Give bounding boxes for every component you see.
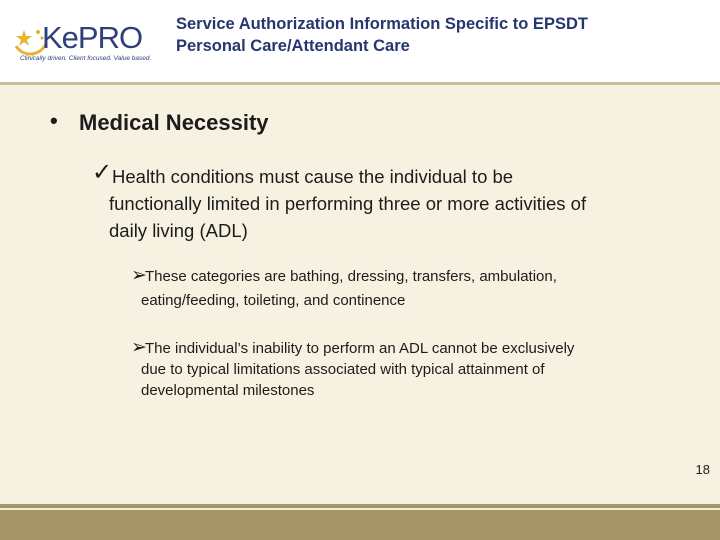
- point-line-3: daily living (ADL): [109, 220, 248, 241]
- logo-tagline: Clinically driven. Client focused. Value based.: [20, 55, 152, 62]
- sub-point-2-line-2: due to typical limitations associated with typical attainment of: [141, 361, 545, 378]
- point-line-1: Health conditions must cause the individual to be: [112, 166, 514, 187]
- footer-stripe: [0, 508, 720, 510]
- slide-title-line-2: Personal Care/Attendant Care: [176, 37, 410, 55]
- point-line-2: functionally limited in performing three or more activities of: [109, 193, 587, 214]
- page-number: 18: [695, 462, 710, 477]
- arrow-bullet-icon: ➢: [131, 265, 147, 286]
- header-divider: [0, 82, 720, 85]
- section-heading: Medical Necessity: [79, 110, 269, 135]
- sub-point-2-line-1: The individual’s inability to perform an ADL cannot be exclusively: [145, 340, 575, 357]
- slide-title-line-1: Service Authorization Information Specific to EPSDT: [176, 15, 588, 33]
- slide-title: [176, 13, 706, 57]
- slide-header: [0, 0, 720, 82]
- sub-point-1-line-1: These categories are bathing, dressing, transfers, ambulation,: [145, 268, 557, 285]
- logo-wordmark: KePRO: [42, 20, 143, 55]
- checkmark-icon: ✓: [92, 159, 113, 186]
- sub-point-1-line-2: eating/feeding, toileting, and continence: [141, 292, 406, 309]
- arrow-bullet-icon: ➢: [131, 337, 147, 358]
- bullet-icon: •: [50, 108, 58, 133]
- kepro-logo: [12, 18, 154, 66]
- sub-point-2-line-3: developmental milestones: [141, 382, 315, 399]
